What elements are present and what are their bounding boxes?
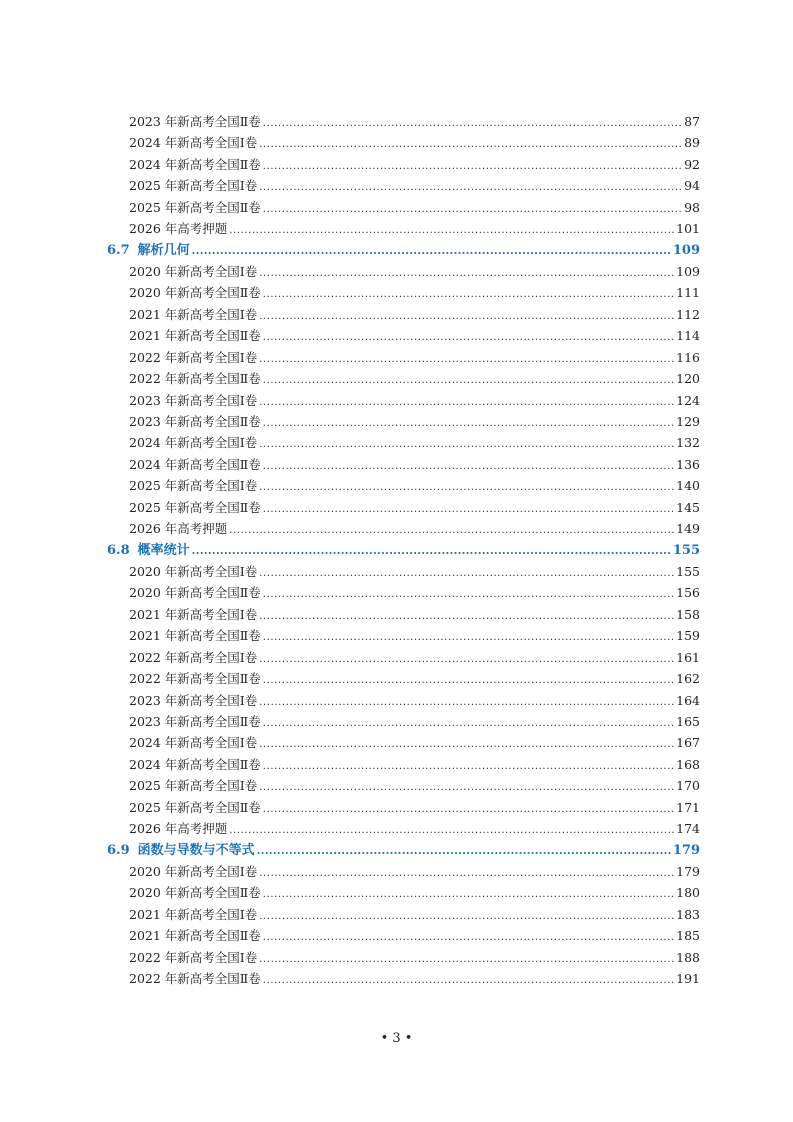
toc-entry-title: 2021 年新高考全国Ⅱ卷 — [129, 328, 261, 344]
leader-dots — [263, 627, 674, 648]
leader-dots — [263, 327, 674, 348]
toc-entry[interactable] — [129, 582, 700, 603]
toc-entry-title: 2023 年新高考全国Ⅱ卷 — [129, 414, 261, 430]
toc-section-label: 解析几何 — [137, 242, 190, 258]
leader-dots — [229, 220, 674, 241]
toc-section-title — [107, 240, 190, 261]
toc-entry[interactable] — [129, 132, 700, 153]
leader-dots — [259, 306, 674, 327]
leader-dots — [263, 456, 674, 477]
leader-dots — [263, 884, 674, 905]
toc-entry[interactable] — [129, 475, 700, 496]
leader-dots — [263, 927, 674, 948]
toc-entry-title: 2024 年新高考全国Ⅰ卷 — [129, 135, 258, 151]
leader-dots — [259, 434, 674, 455]
toc-page-number: 179 — [672, 842, 700, 858]
toc-page-number: 167 — [676, 735, 700, 751]
leader-dots — [263, 113, 682, 134]
toc-page-number: 149 — [676, 521, 700, 537]
toc-page-number: 179 — [676, 864, 700, 880]
toc-page-number: 174 — [676, 821, 700, 837]
toc-entry-title: 2022 年新高考全国Ⅱ卷 — [129, 371, 261, 387]
toc-page-number: 94 — [684, 178, 700, 194]
toc-page-number: 136 — [676, 456, 700, 472]
toc-entry-title: 2021 年新高考全国Ⅱ卷 — [129, 928, 261, 944]
toc-page-number: 191 — [676, 971, 700, 987]
toc-page-number: 156 — [676, 585, 700, 601]
toc-entry-title: 2026 年高考押题 — [129, 521, 228, 537]
leader-dots — [192, 240, 671, 261]
toc-entry-title: 2022 年新高考全国Ⅰ卷 — [129, 649, 258, 665]
toc-page-number: 155 — [676, 564, 700, 580]
toc-entry-title: 2025 年新高考全国Ⅰ卷 — [129, 478, 258, 494]
leader-dots — [259, 177, 682, 198]
toc-entry-title: 2020 年新高考全国Ⅰ卷 — [129, 864, 258, 880]
leader-dots — [259, 392, 674, 413]
toc-section-number: 6.7 — [107, 242, 130, 258]
leader-dots — [263, 199, 682, 220]
toc-entry-title: 2020 年新高考全国Ⅰ卷 — [129, 264, 258, 279]
leader-dots — [259, 863, 674, 884]
toc-section-entry[interactable] — [107, 240, 700, 261]
toc-page-number: 87 — [684, 114, 700, 129]
toc-page-number: 140 — [676, 478, 700, 494]
leader-dots — [263, 970, 674, 991]
toc-entry[interactable] — [129, 732, 700, 753]
leader-dots — [259, 349, 674, 370]
toc-page-number: 112 — [676, 306, 700, 322]
toc-entry-title: 2022 年新高考全国Ⅰ卷 — [129, 349, 258, 365]
toc-entry-title: 2020 年新高考全国Ⅰ卷 — [129, 564, 258, 580]
toc-entry-title: 2021 年新高考全国Ⅰ卷 — [129, 606, 258, 622]
toc-entry[interactable] — [129, 454, 700, 475]
toc-entry-title: 2023 年新高考全国Ⅰ卷 — [129, 692, 258, 708]
leader-dots — [263, 799, 674, 820]
toc-entry-title: 2026 年高考押题 — [129, 821, 228, 837]
toc-page-number: 132 — [676, 435, 700, 451]
toc-entry[interactable] — [129, 711, 700, 732]
toc-page-number: 162 — [676, 671, 700, 687]
toc-page-number: 158 — [676, 606, 700, 622]
toc-entry-title: 2022 年新高考全国Ⅱ卷 — [129, 671, 261, 687]
toc-page-number: 114 — [676, 328, 700, 344]
leader-dots — [263, 284, 674, 305]
toc-entry[interactable] — [129, 197, 700, 218]
toc-entry[interactable] — [129, 604, 700, 625]
toc-entry[interactable] — [129, 968, 700, 989]
toc-entry-title: 2024 年新高考全国Ⅰ卷 — [129, 435, 258, 451]
toc-entry[interactable] — [129, 282, 700, 303]
toc-entry-title: 2023 年新高考全国Ⅱ卷 — [129, 114, 261, 129]
toc-entry[interactable] — [129, 947, 700, 968]
toc-entry[interactable] — [129, 111, 700, 132]
toc-entry-title: 2021 年新高考全国Ⅰ卷 — [129, 906, 258, 922]
toc-entry[interactable] — [129, 882, 700, 903]
toc-entry-title: 2020 年新高考全国Ⅱ卷 — [129, 285, 261, 301]
toc-entry[interactable] — [129, 218, 700, 239]
toc-entry[interactable] — [129, 561, 700, 582]
toc-entry[interactable] — [129, 411, 700, 432]
toc-entry[interactable] — [129, 261, 700, 282]
leader-dots — [259, 734, 674, 755]
toc-page-number: 159 — [676, 628, 700, 644]
toc-page-number: 165 — [676, 714, 700, 730]
toc-page-number: 89 — [684, 135, 700, 151]
toc-page-number: 109 — [676, 264, 700, 279]
toc-page-number: 92 — [684, 156, 700, 172]
toc-entry[interactable] — [129, 432, 700, 453]
toc-page-number: 109 — [672, 242, 700, 258]
leader-dots — [263, 756, 674, 777]
toc-entry[interactable] — [129, 775, 700, 796]
toc-entry[interactable] — [129, 797, 700, 818]
toc-entry[interactable] — [129, 347, 700, 368]
leader-dots — [259, 906, 674, 927]
toc-page-number: 170 — [676, 778, 700, 794]
toc-entry-title: 2024 年新高考全国Ⅱ卷 — [129, 456, 261, 472]
toc-entry-title: 2025 年新高考全国Ⅱ卷 — [129, 799, 261, 815]
toc-entry[interactable] — [129, 690, 700, 711]
leader-dots — [229, 520, 674, 541]
toc-entry-title: 2023 年新高考全国Ⅰ卷 — [129, 392, 258, 408]
toc-section-number: 6.8 — [107, 542, 130, 558]
toc-entry[interactable] — [129, 861, 700, 882]
toc-entry-title: 2020 年新高考全国Ⅱ卷 — [129, 585, 261, 601]
toc-section-title — [107, 540, 190, 561]
leader-dots — [263, 670, 674, 691]
toc-entry-title: 2020 年新高考全国Ⅱ卷 — [129, 885, 261, 901]
toc-entry-title: 2024 年新高考全国Ⅰ卷 — [129, 735, 258, 751]
leader-dots — [263, 413, 674, 434]
toc-section-entry[interactable] — [107, 840, 700, 861]
toc-page-number: 116 — [676, 349, 700, 365]
leader-dots — [229, 820, 674, 841]
toc-page-number: 145 — [676, 499, 700, 515]
toc-page-number: 98 — [684, 199, 700, 215]
toc-entry-title: 2025 年新高考全国Ⅰ卷 — [129, 178, 258, 194]
toc-page-number: 124 — [676, 392, 700, 408]
toc-section-label: 概率统计 — [137, 542, 190, 558]
toc-section-number: 6.9 — [107, 842, 130, 858]
toc-page-number: 164 — [676, 692, 700, 708]
toc-entry[interactable] — [129, 497, 700, 518]
toc-page-number: 185 — [676, 928, 700, 944]
leader-dots — [192, 540, 671, 561]
toc-entry[interactable] — [129, 925, 700, 946]
leader-dots — [259, 134, 682, 155]
toc-entry[interactable] — [129, 175, 700, 196]
toc-page-number: 155 — [672, 542, 700, 558]
toc-page-number: 188 — [676, 949, 700, 965]
leader-dots — [259, 477, 674, 498]
leader-dots — [259, 777, 674, 798]
toc-page-number: 129 — [676, 414, 700, 430]
toc-page-number: 161 — [676, 649, 700, 665]
leader-dots — [259, 649, 674, 670]
toc-page-number: 111 — [676, 285, 700, 301]
toc-page-number: 101 — [676, 221, 700, 237]
leader-dots — [263, 370, 674, 391]
leader-dots — [257, 840, 671, 861]
toc-entry-title: 2025 年新高考全国Ⅰ卷 — [129, 778, 258, 794]
toc-entry[interactable] — [129, 368, 700, 389]
toc-entry-title: 2026 年高考押题 — [129, 221, 228, 237]
toc-entry[interactable] — [129, 390, 700, 411]
toc-section-title — [107, 840, 255, 861]
toc-entry-title: 2024 年新高考全国Ⅱ卷 — [129, 156, 261, 172]
toc-entry[interactable] — [129, 754, 700, 775]
toc-entry-title: 2023 年新高考全国Ⅱ卷 — [129, 714, 261, 730]
toc-entry-title: 2025 年新高考全国Ⅱ卷 — [129, 199, 261, 215]
toc-entry-title: 2024 年新高考全国Ⅱ卷 — [129, 756, 261, 772]
toc-section-entry[interactable] — [107, 540, 700, 561]
leader-dots — [263, 584, 674, 605]
toc-entry[interactable] — [129, 818, 700, 839]
leader-dots — [259, 692, 674, 713]
leader-dots — [263, 713, 674, 734]
toc-entry[interactable] — [129, 625, 700, 646]
toc-page-number: 171 — [676, 799, 700, 815]
toc-entry[interactable] — [129, 904, 700, 925]
toc-entry[interactable] — [129, 647, 700, 668]
leader-dots — [259, 263, 674, 284]
toc-entry-title: 2021 年新高考全国Ⅰ卷 — [129, 306, 258, 322]
page-number: • 3 • — [380, 1031, 413, 1046]
leader-dots — [263, 156, 682, 177]
toc-entry[interactable] — [129, 304, 700, 325]
toc-entry[interactable] — [129, 154, 700, 175]
toc-page-number: 180 — [676, 885, 700, 901]
leader-dots — [259, 563, 674, 584]
toc-entry-title: 2022 年新高考全国Ⅱ卷 — [129, 971, 261, 987]
toc-page-number: 168 — [676, 756, 700, 772]
toc-entry[interactable] — [129, 668, 700, 689]
toc-entry[interactable] — [129, 325, 700, 346]
toc-section-label: 函数与导数与不等式 — [137, 842, 255, 858]
leader-dots — [259, 606, 674, 627]
toc-entry-title: 2022 年新高考全国Ⅰ卷 — [129, 949, 258, 965]
toc-page-number: 120 — [676, 371, 700, 387]
toc-entry-title: 2021 年新高考全国Ⅱ卷 — [129, 628, 261, 644]
toc-entry-title: 2025 年新高考全国Ⅱ卷 — [129, 499, 261, 515]
leader-dots — [259, 949, 674, 970]
toc-entry[interactable] — [129, 518, 700, 539]
toc-page-number: 183 — [676, 906, 700, 922]
leader-dots — [263, 499, 674, 520]
